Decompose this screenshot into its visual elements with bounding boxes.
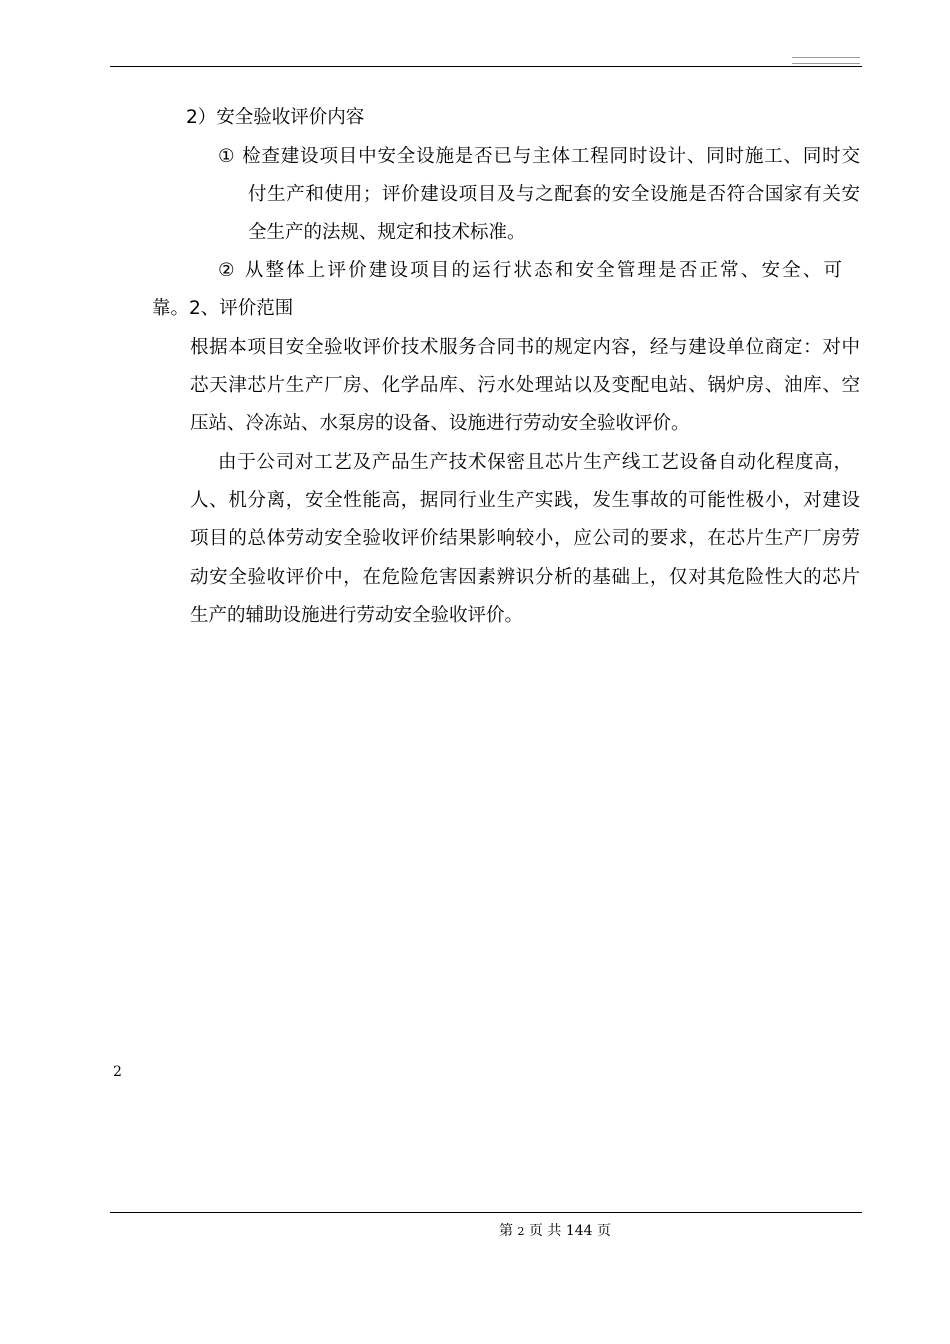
footer-suffix: 页: [597, 1223, 611, 1239]
margin-page-number: 2: [113, 1064, 122, 1080]
header-rule: [110, 66, 862, 67]
list-item-2-line-2: 靠。2、评价范围: [152, 298, 294, 319]
paragraph-2-line-2: 人、机分离，安全性能高，据同行业生产实践，发生事故的可能性极小，对建设: [190, 490, 860, 511]
paragraph-1-line-2: 芯天津芯片生产厂房、化学品库、污水处理站以及变配电站、锅炉房、油库、空: [190, 375, 860, 396]
paragraph-2-line-5: 生产的辅助设施进行劳动安全验收评价。: [190, 605, 524, 626]
list-item-1-line-3: 全生产的法规、规定和技术标准。: [248, 222, 526, 243]
page-footer: [0, 1222, 950, 1241]
footer-rule: [110, 1212, 862, 1213]
header-double-rule-mark: [792, 57, 860, 64]
list-item-1-line-2: 付生产和使用；评价建设项目及与之配套的安全设施是否符合国家有关安: [248, 184, 860, 205]
section-heading: 2）安全验收评价内容: [186, 107, 365, 128]
footer-total-pages: 144: [565, 1223, 593, 1239]
paragraph-2-line-1: 由于公司对工艺及产品生产技术保密且芯片生产线工艺设备自动化程度高，: [218, 452, 852, 473]
footer-prefix: 第: [499, 1223, 513, 1239]
footer-current-page: 2: [517, 1225, 525, 1238]
list-item-2-line-1: ② 从整体上评价建设项目的运行状态和安全管理是否正常、安全、可: [218, 260, 842, 281]
paragraph-2-line-3: 项目的总体劳动安全验收评价结果影响较小，应公司的要求，在芯片生产厂房劳: [190, 528, 860, 549]
footer-middle: 页 共: [528, 1223, 562, 1239]
paragraph-2-line-4: 动安全验收评价中，在危险危害因素辨识分析的基础上，仅对其危险性大的芯片: [190, 567, 860, 588]
paragraph-1-line-3: 压站、冷冻站、水泵房的设备、设施进行劳动安全验收评价。: [190, 413, 690, 434]
paragraph-1-line-1: 根据本项目安全验收评价技术服务合同书的规定内容，经与建设单位商定：对中: [190, 337, 860, 358]
list-item-1-line-1: ① 检查建设项目中安全设施是否已与主体工程同时设计、同时施工、同时交: [218, 146, 860, 167]
